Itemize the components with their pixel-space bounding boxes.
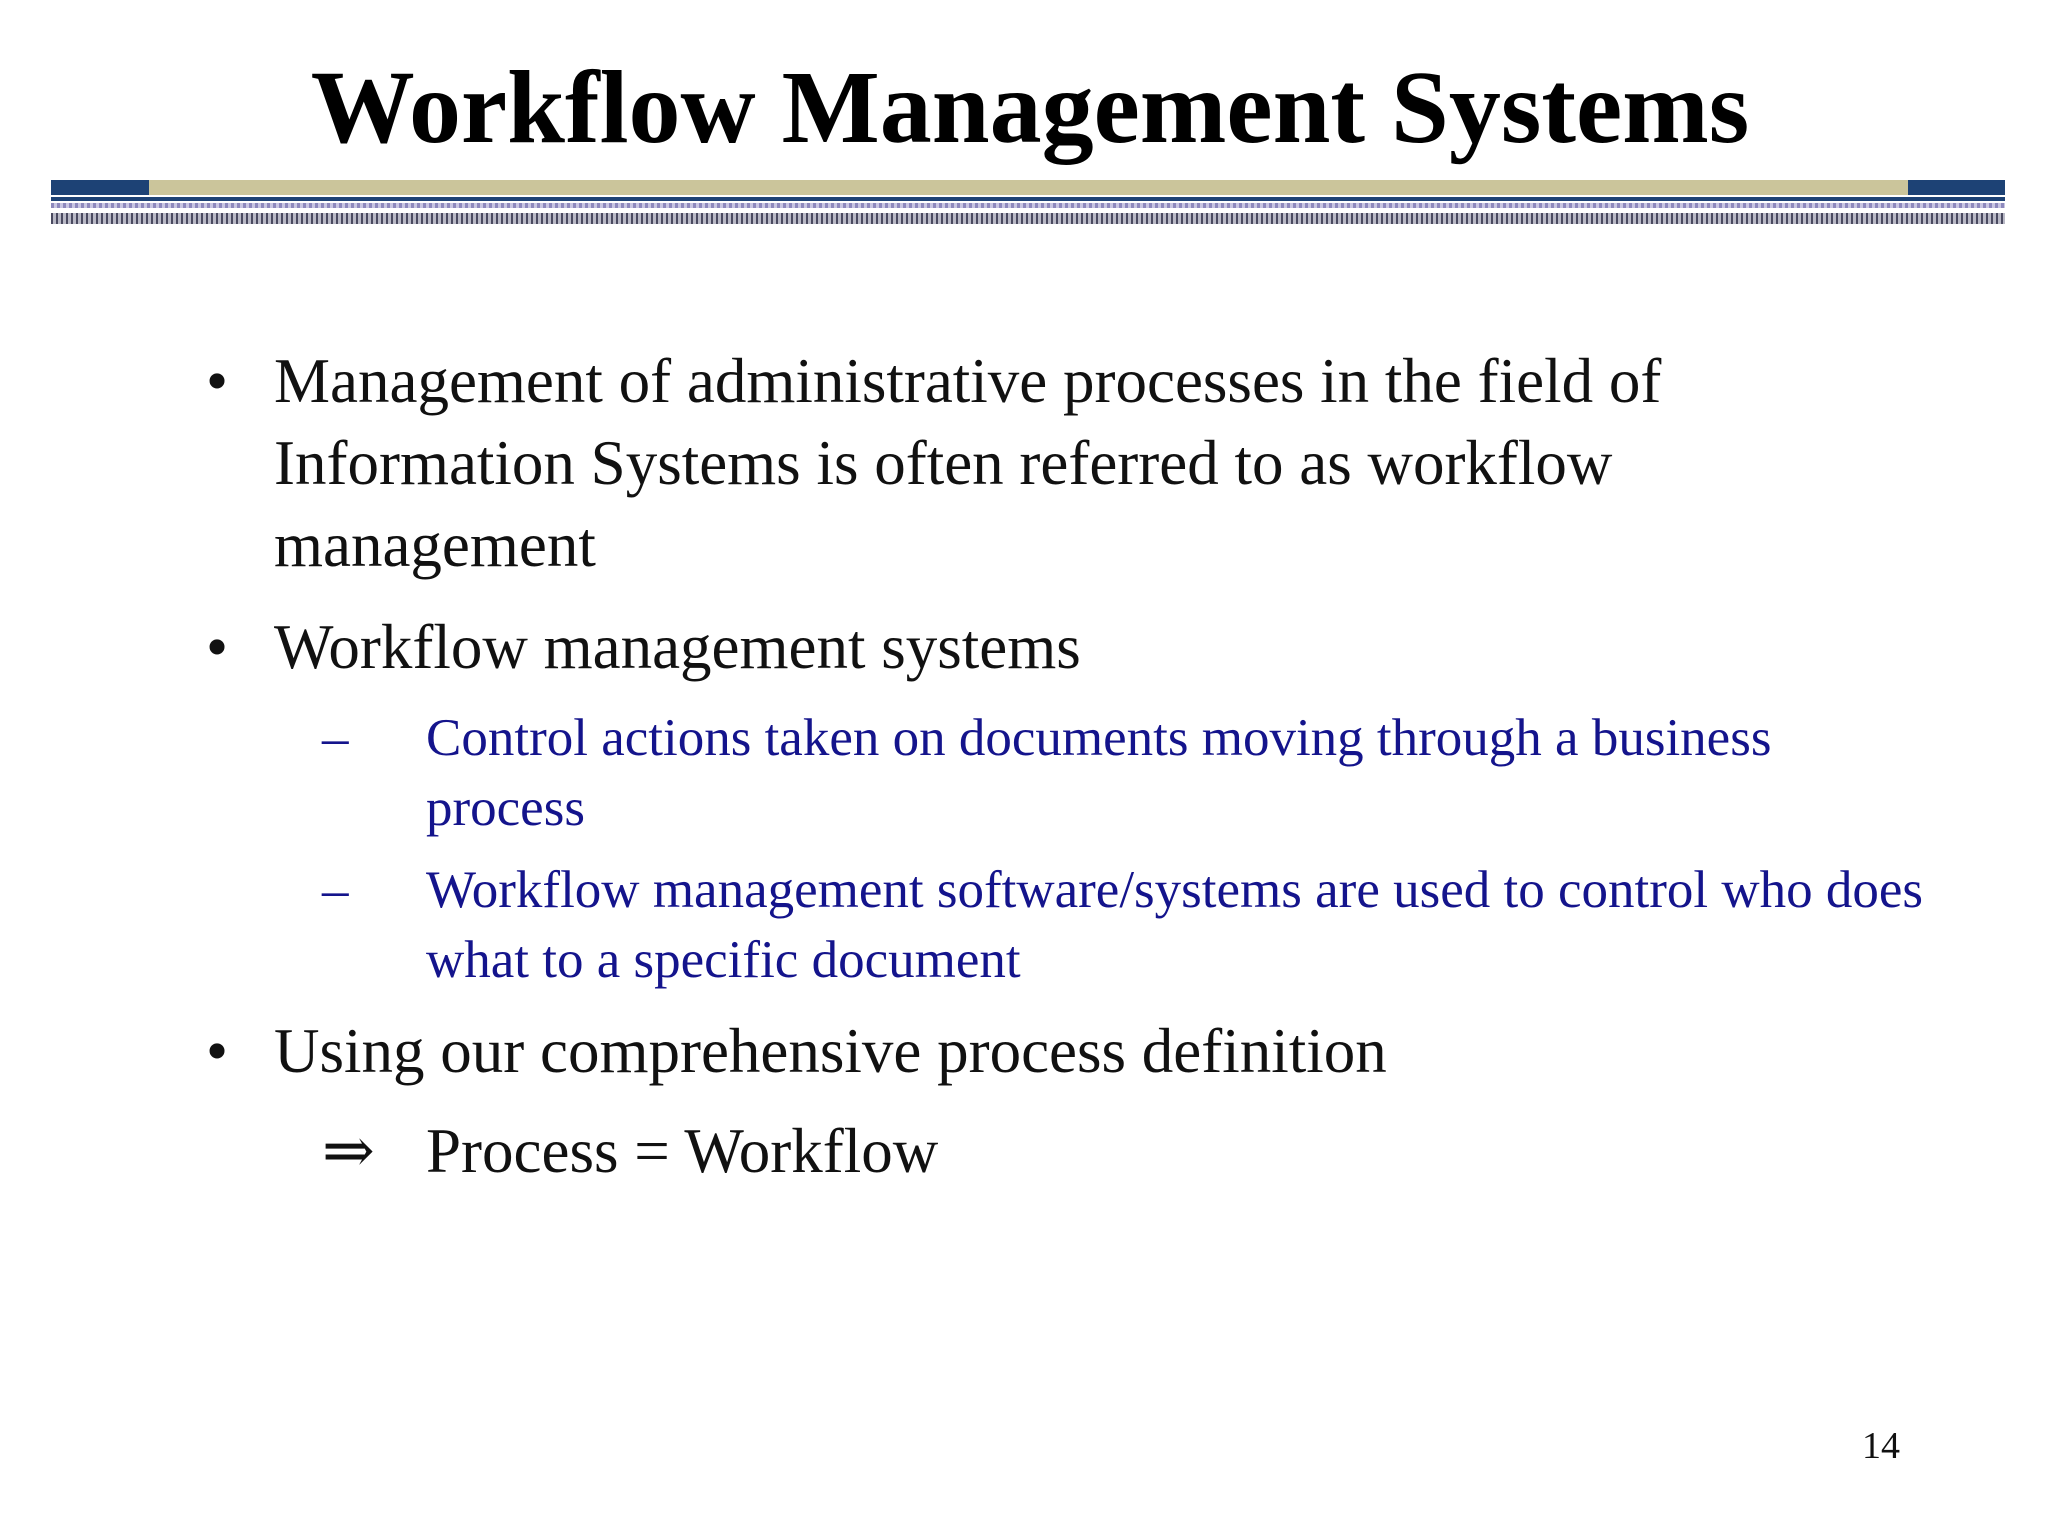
- header-rule-main: [51, 180, 2005, 195]
- slide-title: Workflow Management Systems: [310, 50, 1750, 165]
- implies-arrow-icon: ⇒: [322, 1116, 375, 1186]
- sub-bullet-text: Workflow management software/systems are used to control who does what to a specific document: [426, 861, 1924, 989]
- header-rule-line-2: [51, 203, 2005, 208]
- bullet-text: Management of administrative processes in the field of Information Systems is often referred to as workflow management: [274, 346, 1662, 580]
- conclusion-text: Process = Workflow: [426, 1116, 939, 1186]
- bullet-text: Using our comprehensive process definition: [274, 1016, 1387, 1086]
- sub-bullet-text: Control actions taken on documents moving through a business process: [426, 709, 1772, 837]
- sub-bullet-marker: –: [322, 861, 349, 919]
- header-rule-line-1: [51, 197, 2005, 201]
- sub-bullet-marker: –: [322, 709, 349, 767]
- header-rule-left-cap: [51, 180, 149, 195]
- page-number: 14: [1862, 1425, 1900, 1467]
- bullet-marker: •: [206, 1016, 229, 1086]
- header-rule-right-cap: [1908, 180, 2005, 195]
- bullet-text: Workflow management systems: [274, 612, 1081, 682]
- bullet-marker: •: [206, 346, 229, 416]
- bullet-marker: •: [206, 612, 229, 682]
- header-rule-line-3: [51, 213, 2005, 224]
